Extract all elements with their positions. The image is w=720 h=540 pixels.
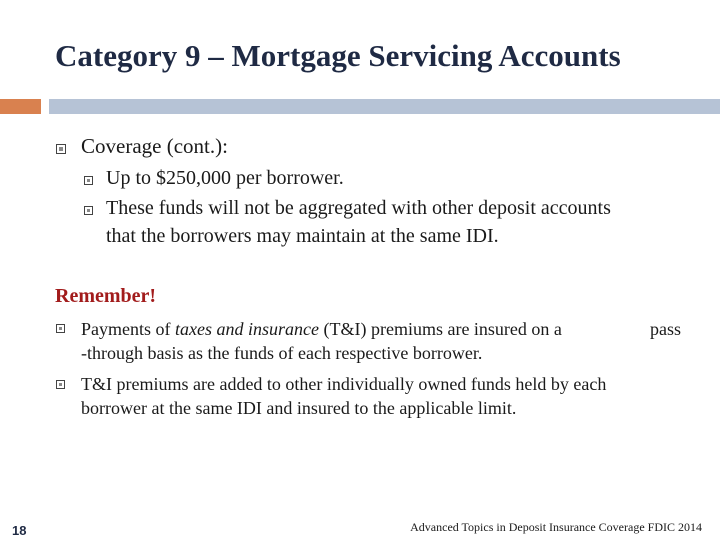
square-bullet-icon — [84, 176, 93, 185]
footer-text: Advanced Topics in Deposit Insurance Coverage FDIC 2014 — [410, 520, 702, 534]
remember-bullet-1-pass: pass — [650, 319, 681, 339]
remember-bullet-2-cont: borrower at the same IDI and insured to the applicable limit. — [81, 398, 517, 418]
remember-bullet-2: T&I premiums are added to other individually owned funds held by each — [81, 374, 607, 394]
coverage-bullet-1: Up to $250,000 per borrower. — [106, 167, 344, 189]
accent-bar-blue — [49, 99, 720, 114]
square-bullet-icon — [56, 144, 66, 154]
coverage-heading: Coverage (cont.): — [81, 134, 228, 158]
coverage-bullet-2-cont: that the borrowers may maintain at the same IDI. — [106, 225, 499, 247]
square-bullet-icon — [84, 206, 93, 215]
square-bullet-icon — [56, 380, 65, 389]
remember-bullet-1-pre: Payments of — [81, 319, 175, 339]
remember-heading: Remember! — [55, 285, 157, 307]
square-bullet-icon — [56, 324, 65, 333]
slide-title: Category 9 – Mortgage Servicing Accounts — [55, 38, 621, 73]
remember-bullet-1-cont: -through basis as the funds of each respective borrower. — [81, 343, 483, 363]
slide-number: 18 — [12, 523, 27, 538]
accent-bar-orange — [0, 99, 41, 114]
coverage-bullet-2: These funds will not be aggregated with other deposit accounts — [106, 197, 611, 219]
remember-bullet-1 — [81, 319, 562, 340]
remember-bullet-1-italic: taxes and insurance — [175, 319, 319, 339]
remember-bullet-1-post: (T&I) premiums are insured on a — [318, 319, 562, 339]
